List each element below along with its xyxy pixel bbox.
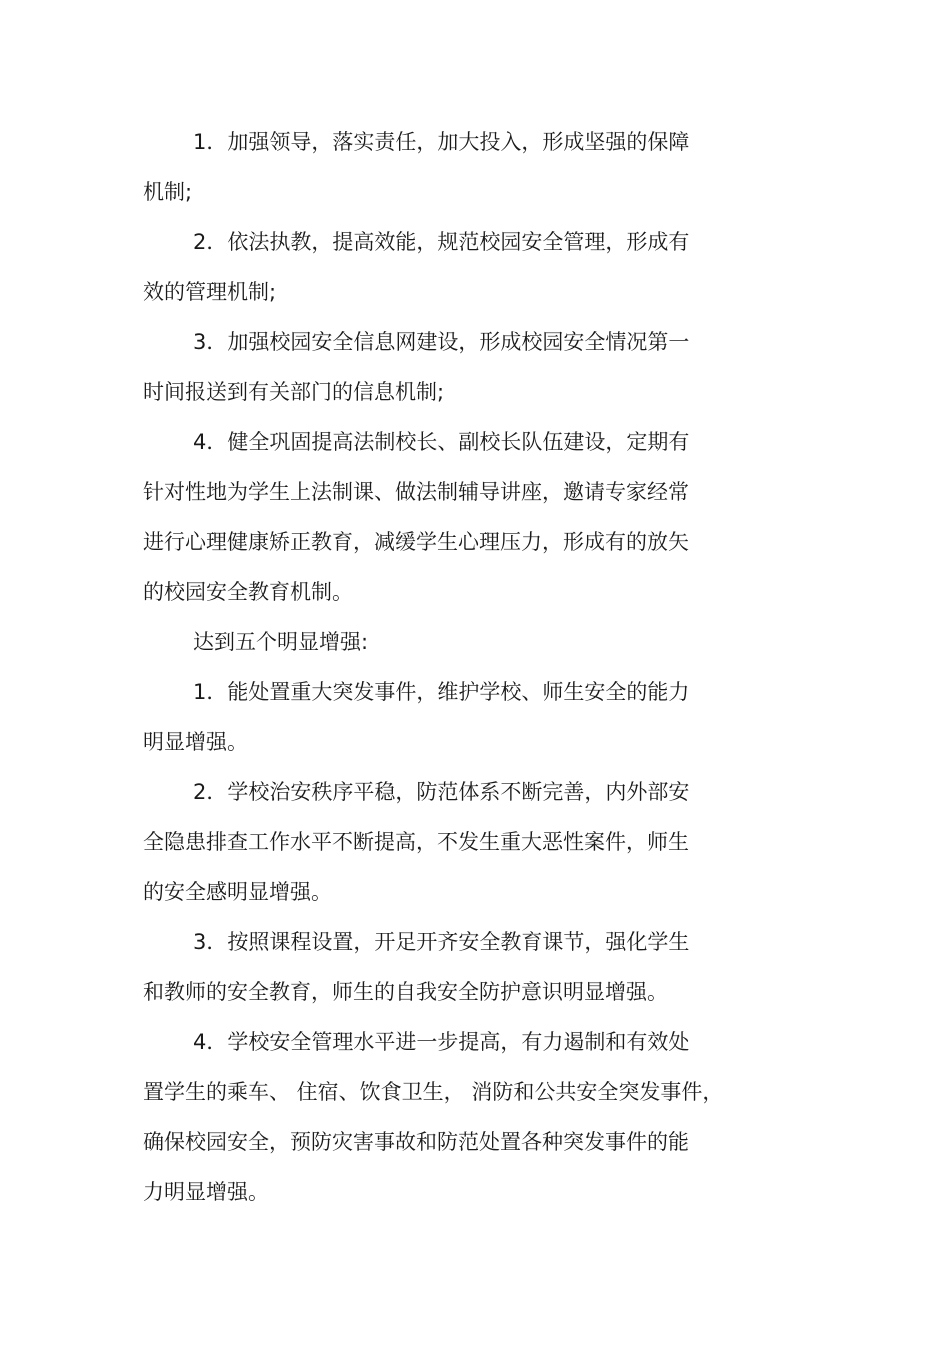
text-line: 3．按照课程设置，开足开齐安全教育课节，强化学生 (193, 930, 690, 954)
text-line: 针对性地为学生上法制课、做法制辅导讲座，邀请专家经常 (143, 480, 689, 504)
text-line: 效的管理机制; (143, 280, 277, 304)
text-line: 4．健全巩固提高法制校长、副校长队伍建设，定期有 (193, 430, 690, 454)
text-line: 2．学校治安秩序平稳，防范体系不断完善，内外部安 (193, 780, 690, 804)
text-line: 和教师的安全教育，师生的自我安全防护意识明显增强。 (143, 980, 668, 1004)
text-line: 机制; (143, 180, 193, 204)
section-heading: 达到五个明显增强: (193, 630, 369, 654)
text-line: 明显增强。 (143, 730, 248, 754)
text-line: 置学生的乘车、 住宿、饮食卫生， 消防和公共安全突发事件， (143, 1080, 724, 1104)
text-line: 时间报送到有关部门的信息机制; (143, 380, 445, 404)
text-line: 2．依法执教，提高效能，规范校园安全管理，形成有 (193, 230, 690, 254)
text-line: 的校园安全教育机制。 (143, 580, 353, 604)
text-line: 的安全感明显增强。 (143, 880, 332, 904)
text-line: 确保校园安全，预防灾害事故和防范处置各种突发事件的能 (143, 1130, 689, 1154)
text-line: 力明显增强。 (143, 1180, 269, 1204)
text-line: 4．学校安全管理水平进一步提高，有力遏制和有效处 (193, 1030, 690, 1054)
text-line: 进行心理健康矫正教育，减缓学生心理压力，形成有的放矢 (143, 530, 689, 554)
text-line: 3．加强校园安全信息网建设，形成校园安全情况第一 (193, 330, 690, 354)
text-line: 全隐患排查工作水平不断提高，不发生重大恶性案件，师生 (143, 830, 689, 854)
text-line: 1．能处置重大突发事件，维护学校、师生安全的能力 (193, 680, 690, 704)
text-line: 1．加强领导，落实责任，加大投入，形成坚强的保障 (193, 130, 690, 154)
